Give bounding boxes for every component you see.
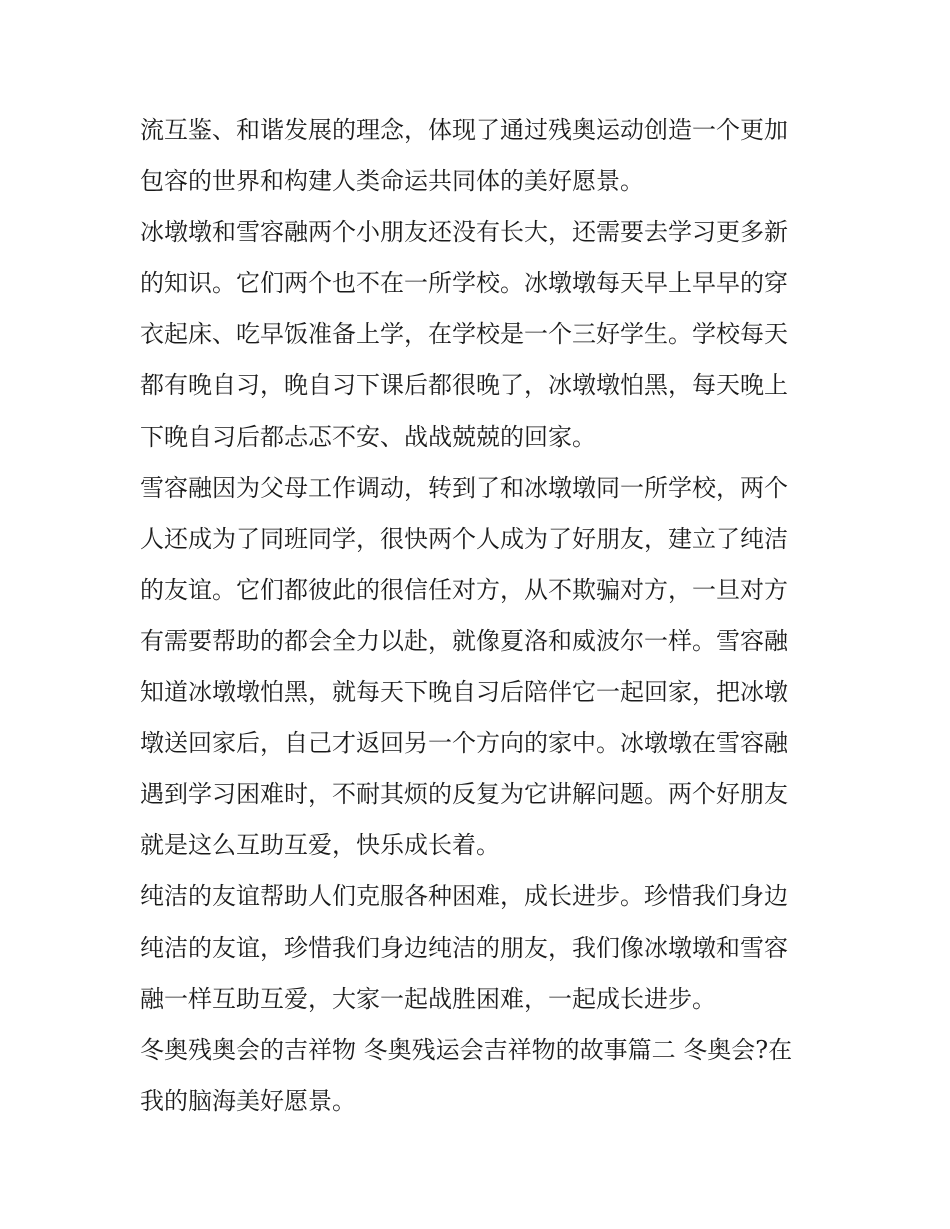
text-line: 墩送回家后，自己才返回另一个方向的家中。冰墩墩在雪容融 [140,729,788,758]
text-line: 都有晚自习，晚自习下课后都很晚了，冰墩墩怕黑，每天晚上 [140,371,788,400]
text-line: 流互鉴、和谐发展的理念，体现了通过残奥运动创造一个更加 [140,116,788,144]
text-line: 人还成为了同班同学，很快两个人成为了好朋友，建立了纯洁 [140,524,788,553]
text-line: 纯洁的友谊，珍惜我们身边纯洁的朋友，我们像冰墩墩和雪容 [140,933,788,962]
paragraph-1 [140,105,812,207]
text-line: 冬奥残奥会的吉祥物 冬奥残运会吉祥物的故事篇二 冬奥会?在 [140,1035,793,1064]
text-line: 雪容融因为父母工作调动，转到了和冰墩墩同一所学校，两个 [140,473,788,502]
paragraph-4 [140,871,812,1024]
text-line: 就是这么互助互爱，快乐成长着。 [140,831,500,860]
text-line: 遇到学习困难时，不耐其烦的反复为它讲解问题。两个好朋友 [140,780,788,809]
text-line: 的友谊。它们都彼此的很信任对方，从不欺骗对方，一旦对方 [140,575,788,604]
text-line: 融一样互助互爱，大家一起战胜困难，一起成长进步。 [140,984,716,1013]
text-line: 纯洁的友谊帮助人们克服各种困难，成长进步。珍惜我们身边 [140,882,788,911]
paragraph-2 [140,207,812,462]
document-body [140,105,812,1127]
text-line: 下晚自习后都忐忑不安、战战兢兢的回家。 [140,422,596,451]
text-line: 知道冰墩墩怕黑，就每天下晚自习后陪伴它一起回家，把冰墩 [140,678,788,707]
paragraph-5 [140,1025,812,1127]
text-line: 有需要帮助的都会全力以赴，就像夏洛和威波尔一样。雪容融 [140,626,788,655]
text-line: 包容的世界和构建人类命运共同体的美好愿景。 [140,167,644,196]
text-line: 我的脑海美好愿景。 [140,1086,356,1115]
text-line: 的知识。它们两个也不在一所学校。冰墩墩每天早上早早的穿 [140,269,788,298]
paragraph-3 [140,463,812,872]
text-line: 衣起床、吃早饭准备上学，在学校是一个三好学生。学校每天 [140,320,788,349]
text-line: 冰墩墩和雪容融两个小朋友还没有长大，还需要去学习更多新 [140,218,788,247]
